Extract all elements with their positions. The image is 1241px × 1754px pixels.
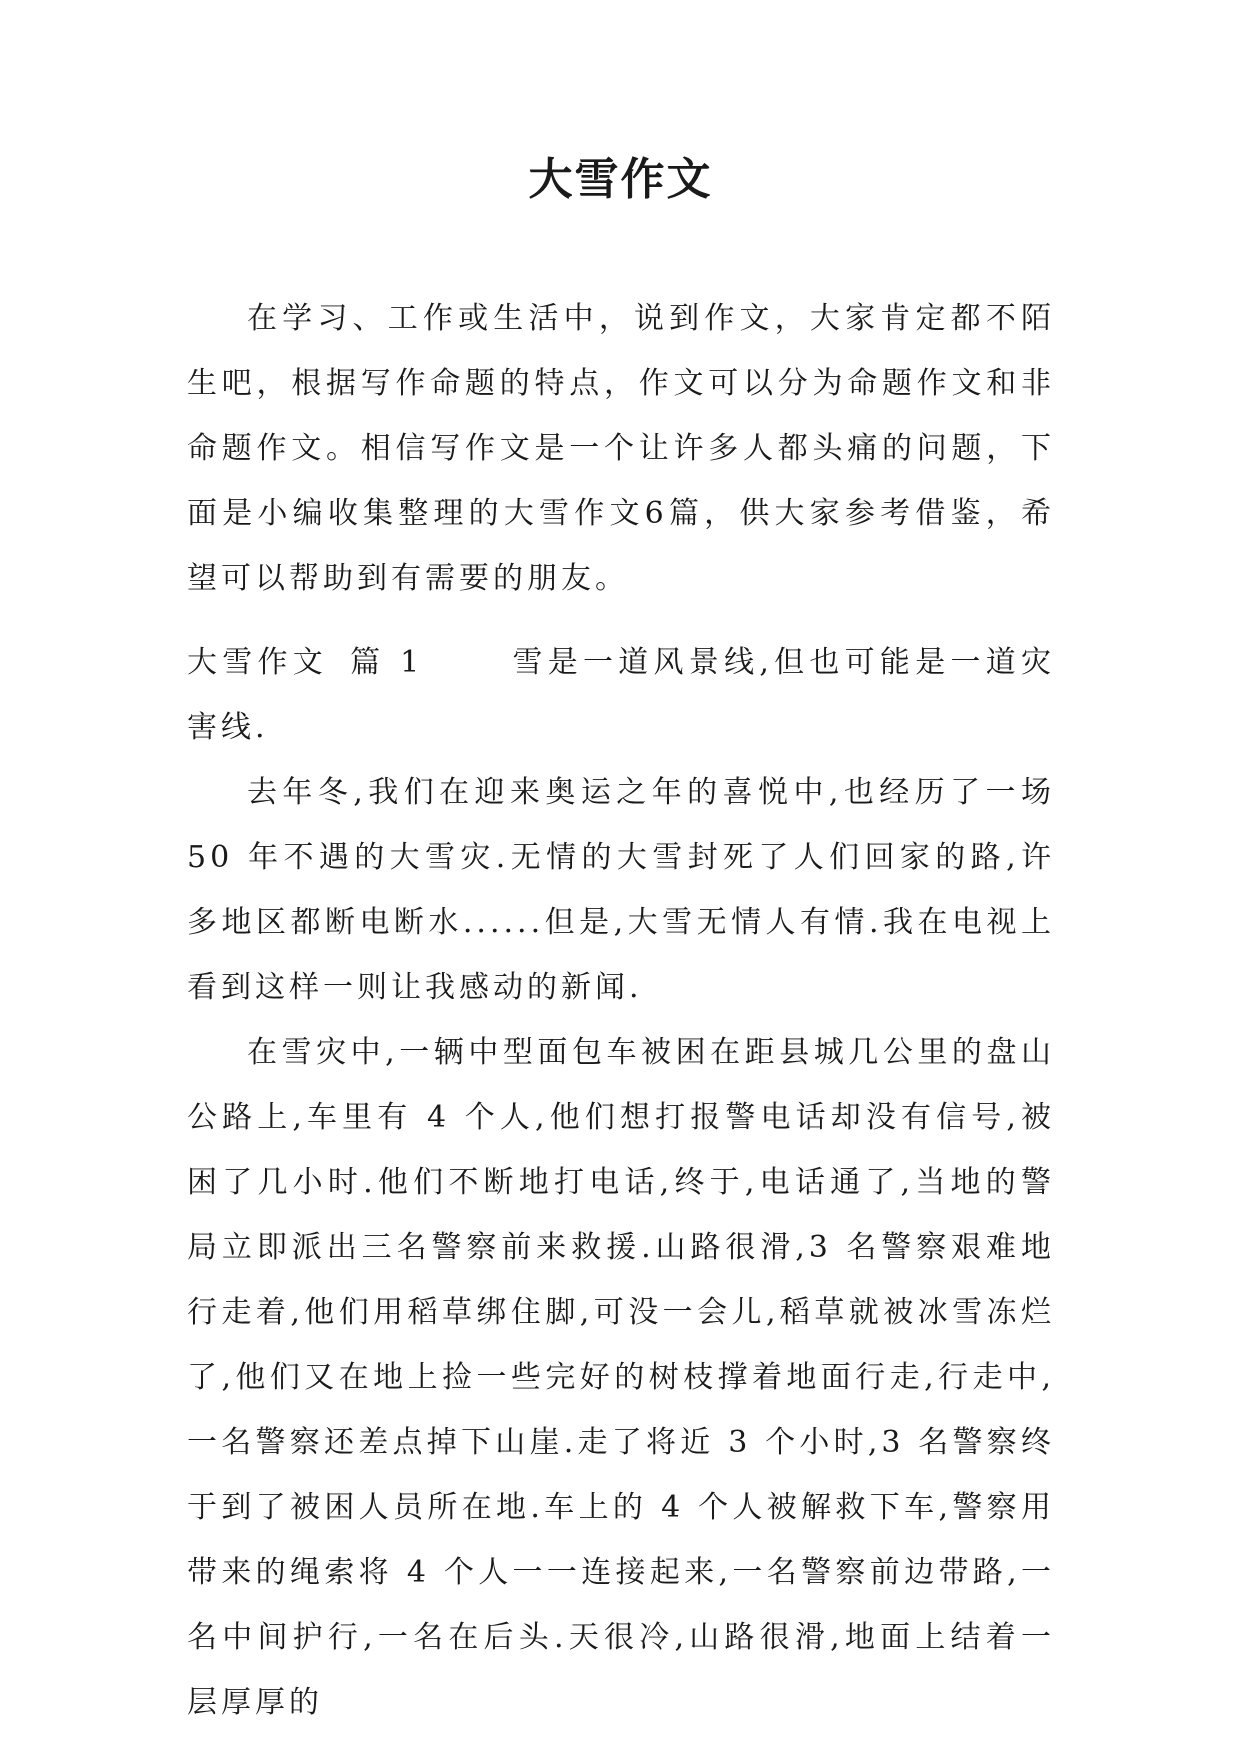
body-paragraph: 去年冬,我们在迎来奥运之年的喜悦中,也经历了一场 50 年不遇的大雪灾.无情的大雪封死了人们回家的路,许多地区都断电断水......但是,大雪无情人有情.我在电视上看到这样一则让我感动的新闻. (187, 775, 1055, 1005)
body-paragraph: 在雪灾中,一辆中型面包车被困在距县城几公里的盘山公路上,车里有 4 个人,他们想打报警电话却没有信号,被困了几小时.他们不断地打电话,终于,电话通了,当地的警局立即派出三名警察前来救援.山路很滑,3 名警察艰难地行走着,他们用稻草绑住脚,可没一会儿,稻草就被冰雪冻烂了,他们又在地上捡一些完好的树枝撑着地面行走,行走中,一名警察还差点掉下山崖.走了将近 3 个小时,3 名警察终于到了被困人员所在地.车上的 4 个人被解救下车,警察用带来的绳索将 4 个人一一连接起来,一名警察前边带路,一名中间护行,一名在后头.天很冷,山路很滑,地面上结着一层厚厚的 (187, 1035, 1055, 1720)
section-heading: 大雪作文 (187, 645, 329, 680)
section-chapter-label: 篇 1 (350, 645, 424, 680)
section-1 (187, 630, 1055, 1735)
section-lead-text: 雪是一道风景线,但也可能是一道灾害线. (187, 645, 1055, 745)
section-heading-line (187, 630, 1055, 760)
intro-paragraph: 在学习、工作或生活中，说到作文，大家肯定都不陌生吧，根据写作命题的特点，作文可以分为命题作文和非命题作文。相信写作文是一个让许多人都头痛的问题，下面是小编收集整理的大雪作文6篇，供大家参考借鉴，希望可以帮助到有需要的朋友。 (187, 301, 1055, 596)
intro-block (187, 286, 1055, 611)
page-title: 大雪作文 (528, 154, 713, 205)
